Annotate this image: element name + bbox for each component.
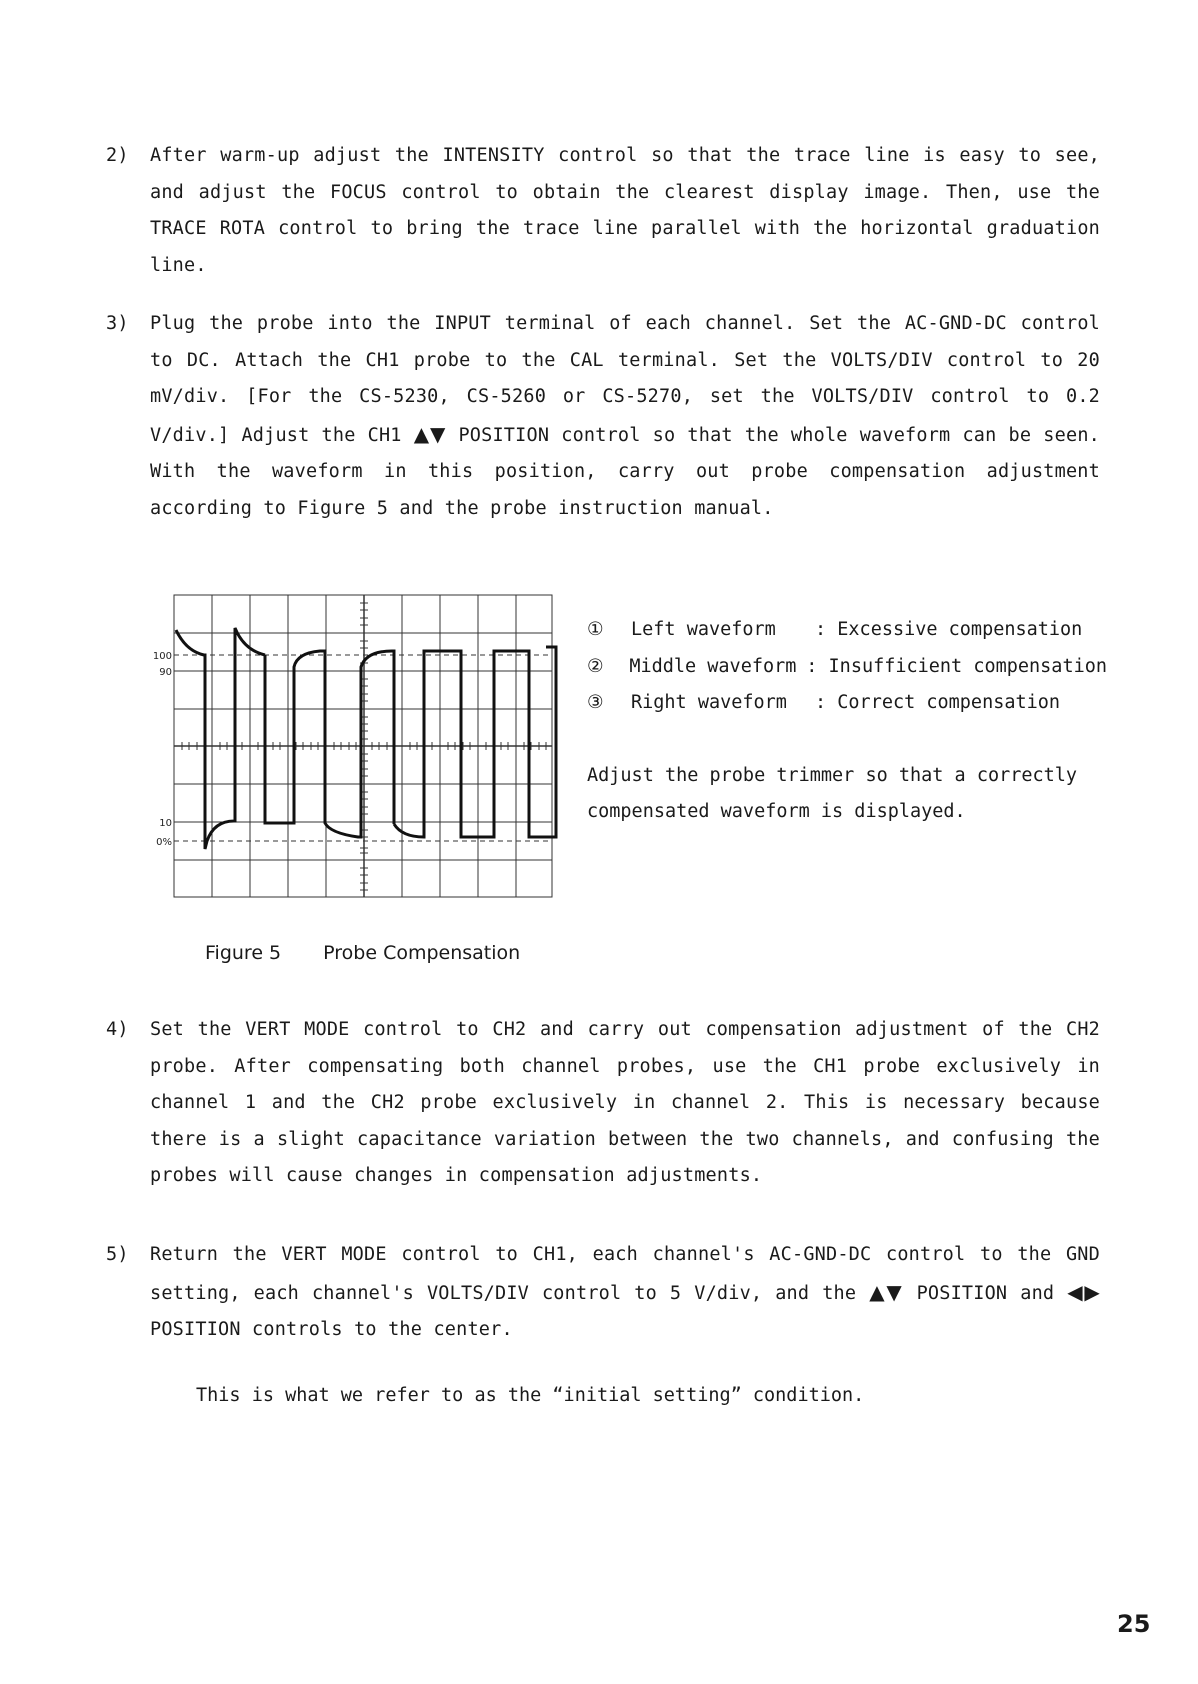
step-2-text: After warm-up adjust the INTENSITY control so that the trace line is easy to see, and adjust the FOCUS control to obtain the clearest display image. Then, use the TRACE ROTA control to bring the trace line parallel with the horizontal graduation line. (150, 145, 1100, 276)
step-5-number: 5) (106, 1244, 129, 1265)
label-90: 90 (159, 667, 172, 678)
step-4-number: 4) (106, 1019, 129, 1040)
probe-compensation-figure (148, 585, 558, 905)
step-2-number: 2) (106, 145, 129, 166)
step-3-paragraph (106, 306, 1100, 527)
legend-note: Adjust the probe trimmer so that a correctly compensated waveform is displayed. (587, 764, 1078, 822)
y-axis-labels (153, 651, 172, 848)
figure-legend (587, 612, 1107, 831)
up-down-arrow-icon: ▲▼ (869, 1279, 904, 1304)
legend-description: : Excessive compensation (815, 619, 1083, 640)
legend-label: Left waveform (631, 619, 776, 640)
waveform-excessive (176, 628, 265, 849)
oscilloscope-graticule (148, 585, 558, 905)
step-3-text-b: POSITION control so that the whole waveform can be seen. With the waveform in this position, carry out probe compensation adjustment according to Figure 5 and the probe instruction manual. (150, 424, 1100, 519)
figure-label: Figure 5 (205, 942, 282, 964)
label-10: 10 (159, 818, 172, 829)
step-4-paragraph (106, 1012, 1100, 1195)
waveform-insufficient (265, 651, 394, 837)
step-4-text: Set the VERT MODE control to CH2 and carry out compensation adjustment of the CH2 probe. After compensating both channel probes, use the CH1 probe exclusively in channel 1 and the CH2 probe exclusively in channel 2. This is necessary because there is a slight capacitance variation between the two channels, and confusing the probes will cause changes in compensation adjustments. (150, 1019, 1100, 1186)
step-5-paragraph (106, 1237, 1101, 1349)
legend-label: Right waveform (631, 692, 787, 713)
label-100: 100 (152, 651, 172, 662)
left-right-arrow-icon: ◀▶ (1067, 1279, 1101, 1304)
step-5-text-a: Return the VERT MODE control to CH1, each channel's AC-GND-DC control to the GND setting, each channel's VOLTS/DIV control to 5 V/div, and the (150, 1244, 1100, 1304)
label-0: 0% (156, 837, 172, 848)
step-2-paragraph (106, 138, 1100, 284)
waveform-correct (394, 647, 556, 837)
legend-item (587, 685, 1107, 722)
up-down-arrow-icon: ▲▼ (413, 421, 447, 446)
legend-description: : Insufficient compensation (806, 655, 1107, 677)
page-number: 25 (1117, 1610, 1151, 1638)
step-5-text-b: POSITION and (916, 1282, 1055, 1304)
circled-one-icon: ① (587, 619, 604, 640)
initial-setting-note: This is what we refer to as the “initial setting” condition. (196, 1385, 865, 1406)
step-3-number: 3) (106, 313, 129, 334)
legend-label: Middle waveform (629, 655, 797, 677)
circled-two-icon: ② (587, 655, 604, 677)
figure-caption (205, 942, 520, 964)
circled-three-icon: ③ (587, 692, 604, 713)
legend-item (587, 649, 1107, 686)
step-5-text-c: POSITION controls to the center. (150, 1319, 513, 1340)
figure-title: Probe Compensation (323, 942, 521, 964)
legend-item (587, 612, 1107, 649)
legend-description: : Correct compensation (815, 692, 1061, 713)
step-3-text-a: Plug the probe into the INPUT terminal of each channel. Set the AC-GND-DC control to DC. Attach the CH1 probe to the CAL terminal. Set the VOLTS/DIV control to 20 mV/div. [For the CS-5230, CS-5260 or CS-5270, set the VOLTS/DIV control to 0.2 V/div.] Adjust the CH1 (150, 313, 1100, 446)
